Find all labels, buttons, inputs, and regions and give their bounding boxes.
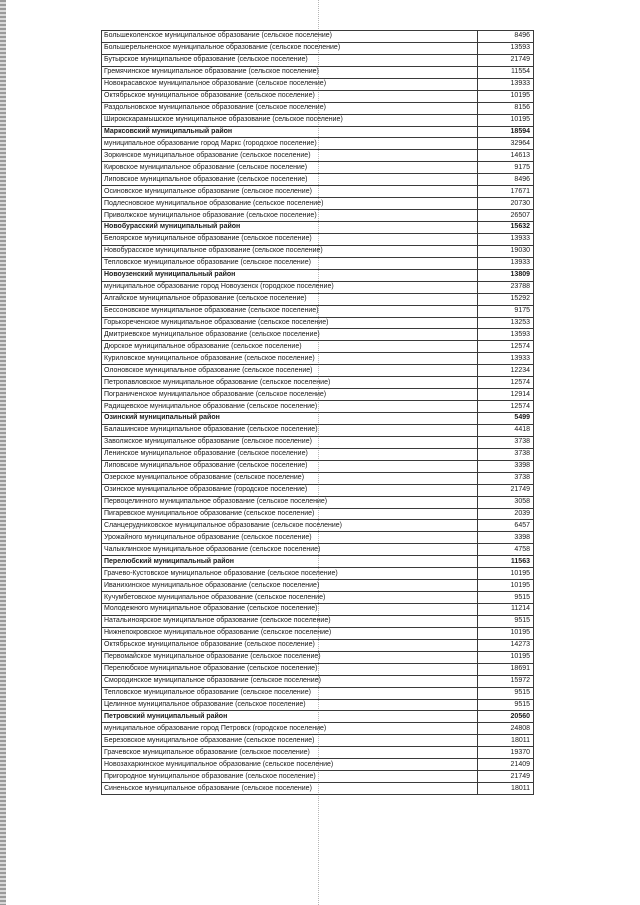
value-cell: 3738 [478, 436, 534, 448]
table-row [102, 592, 534, 604]
table-row [102, 747, 534, 759]
municipality-name-cell: Подлесновское муниципальное образование (сельское поселение) [102, 198, 478, 210]
value-cell: 12574 [478, 341, 534, 353]
table-row [102, 783, 534, 795]
value-cell: 10195 [478, 90, 534, 102]
municipality-name-cell: Урожайного муниципальное образование (сельское поселение) [102, 532, 478, 544]
municipality-name-cell: Зоркинское муниципальное образование (сельское поселение) [102, 150, 478, 162]
municipality-name-cell: Бессоновское муниципальное образование (сельское поселение) [102, 305, 478, 317]
table-row [102, 341, 534, 353]
municipal-registry-table [101, 30, 534, 795]
table-row [102, 687, 534, 699]
table-row [102, 472, 534, 484]
municipality-name-cell: Новозахаркинское муниципальное образование (сельское поселение) [102, 759, 478, 771]
municipality-name-cell: Первоцелинного муниципальное образование (сельское поселение) [102, 496, 478, 508]
value-cell: 8496 [478, 174, 534, 186]
table-row [102, 66, 534, 78]
municipality-name-cell: Бутырское муниципальное образование (сельское поселение) [102, 54, 478, 66]
value-cell: 3398 [478, 532, 534, 544]
municipality-name-cell: Куриловское муниципальное образование (сельское поселение) [102, 353, 478, 365]
table-row [102, 186, 534, 198]
value-cell: 3738 [478, 472, 534, 484]
scan-edge-artifact [0, 0, 6, 905]
district-name-cell: Новобурасский муниципальный район [102, 222, 478, 234]
value-cell: 13593 [478, 329, 534, 341]
municipality-name-cell: Пигаревское муниципальное образование (сельское поселение) [102, 508, 478, 520]
municipality-name-cell: Заволжское муниципальное образование (сельское поселение) [102, 436, 478, 448]
value-cell: 20730 [478, 198, 534, 210]
municipality-name-cell: Петропавловское муниципальное образование (сельское поселение) [102, 377, 478, 389]
district-name-cell: Марксовский муниципальный район [102, 126, 478, 138]
municipality-name-cell: Иванихинское муниципальное образование (сельское поселение) [102, 580, 478, 592]
value-cell: 14273 [478, 639, 534, 651]
district-row [102, 222, 534, 234]
table-row [102, 174, 534, 186]
table-row [102, 138, 534, 150]
municipality-name-cell: Ленинское муниципальное образование (сельское поселение) [102, 448, 478, 460]
municipality-name-cell: Грачево-Кустовское муниципальное образование (сельское поселение) [102, 568, 478, 580]
value-cell: 10195 [478, 651, 534, 663]
municipality-name-cell: Чалыклинское муниципальное образование (сельское поселение) [102, 544, 478, 556]
district-row [102, 556, 534, 568]
district-row [102, 269, 534, 281]
municipality-name-cell: муниципальное образование город Новоузенск (городское поселение) [102, 281, 478, 293]
value-cell: 11554 [478, 66, 534, 78]
value-cell: 3398 [478, 460, 534, 472]
value-cell: 11214 [478, 604, 534, 616]
table-row [102, 723, 534, 735]
table-row [102, 484, 534, 496]
municipality-name-cell: Белоярское муниципальное образование (сельское поселение) [102, 233, 478, 245]
table-row [102, 353, 534, 365]
value-cell: 15292 [478, 293, 534, 305]
value-cell: 12234 [478, 365, 534, 377]
municipality-name-cell: Первомайское муниципальное образование (сельское поселение) [102, 651, 478, 663]
table-row [102, 627, 534, 639]
table-row [102, 508, 534, 520]
table-row [102, 377, 534, 389]
value-cell: 4418 [478, 424, 534, 436]
table-row [102, 90, 534, 102]
municipality-name-cell: Олоновское муниципальное образование (сельское поселение) [102, 365, 478, 377]
value-cell: 10195 [478, 568, 534, 580]
table-row [102, 257, 534, 269]
municipality-name-cell: Октябрьское муниципальное образование (сельское поселение) [102, 90, 478, 102]
municipality-name-cell: муниципальное образование город Маркс (городское поселение) [102, 138, 478, 150]
value-cell: 2039 [478, 508, 534, 520]
table-row [102, 460, 534, 472]
municipality-name-cell: Тепловское муниципальное образование (сельское поселение) [102, 257, 478, 269]
value-cell: 9175 [478, 162, 534, 174]
value-cell: 21749 [478, 484, 534, 496]
value-cell: 19370 [478, 747, 534, 759]
value-cell: 8156 [478, 102, 534, 114]
municipality-name-cell: Раздольновское муниципальное образование (сельское поселение) [102, 102, 478, 114]
municipality-name-cell: Пригородное муниципальное образование (сельское поселение) [102, 771, 478, 783]
municipality-name-cell: Пограниченское муниципальное образование (сельское поселение) [102, 389, 478, 401]
value-cell: 18594 [478, 126, 534, 138]
municipality-name-cell: Большеколенское муниципальное образование (сельское поселение) [102, 31, 478, 43]
value-cell: 9175 [478, 305, 534, 317]
value-cell: 9515 [478, 615, 534, 627]
municipality-name-cell: Тепловское муниципальное образование (сельское поселение) [102, 687, 478, 699]
value-cell: 14613 [478, 150, 534, 162]
value-cell: 3738 [478, 448, 534, 460]
table-row [102, 532, 534, 544]
table-row [102, 436, 534, 448]
municipality-name-cell: Гремячинское муниципальное образование (сельское поселение) [102, 66, 478, 78]
value-cell: 3058 [478, 496, 534, 508]
value-cell: 13933 [478, 78, 534, 90]
table-row [102, 424, 534, 436]
municipality-name-cell: Натальиноярское муниципальное образование (сельское поселение) [102, 615, 478, 627]
municipality-name-cell: Радищевское муниципальное образование (сельское поселение) [102, 401, 478, 413]
value-cell: 13593 [478, 42, 534, 54]
value-cell: 17671 [478, 186, 534, 198]
value-cell: 8496 [478, 31, 534, 43]
value-cell: 13253 [478, 317, 534, 329]
value-cell: 13933 [478, 233, 534, 245]
value-cell: 32964 [478, 138, 534, 150]
table-row [102, 699, 534, 711]
municipality-name-cell: Озерское муниципальное образование (сельское поселение) [102, 472, 478, 484]
district-name-cell: Озинский муниципальный район [102, 413, 478, 425]
table-row [102, 54, 534, 66]
table-row [102, 401, 534, 413]
municipality-name-cell: Приволжское муниципальное образование (сельское поселение) [102, 210, 478, 222]
value-cell: 5499 [478, 413, 534, 425]
municipality-name-cell: Дмитриевское муниципальное образование (сельское поселение) [102, 329, 478, 341]
municipality-name-cell: Молодежного муниципальное образование (сельское поселение) [102, 604, 478, 616]
municipality-name-cell: Смородинское муниципальное образование (сельское поселение) [102, 675, 478, 687]
table-row [102, 735, 534, 747]
value-cell: 9515 [478, 592, 534, 604]
municipality-name-cell: Новобурасское муниципальное образование (сельское поселение) [102, 245, 478, 257]
table-row [102, 293, 534, 305]
value-cell: 24808 [478, 723, 534, 735]
district-row [102, 413, 534, 425]
table-row [102, 42, 534, 54]
table-row [102, 639, 534, 651]
municipality-name-cell: муниципальное образование город Петровск (городское поселение) [102, 723, 478, 735]
table-row [102, 329, 534, 341]
table-row [102, 317, 534, 329]
table-row [102, 544, 534, 556]
table-row [102, 114, 534, 126]
registry-body [102, 31, 534, 795]
table-row [102, 604, 534, 616]
value-cell: 19030 [478, 245, 534, 257]
value-cell: 10195 [478, 627, 534, 639]
table-row [102, 281, 534, 293]
municipality-name-cell: Горькореченское муниципальное образование (сельское поселение) [102, 317, 478, 329]
district-name-cell: Перелюбский муниципальный район [102, 556, 478, 568]
value-cell: 18011 [478, 735, 534, 747]
value-cell: 15972 [478, 675, 534, 687]
municipality-name-cell: Грачевское муниципальное образование (сельское поселение) [102, 747, 478, 759]
value-cell: 4758 [478, 544, 534, 556]
municipality-name-cell: Перелюбское муниципальное образование (сельское поселение) [102, 663, 478, 675]
municipality-name-cell: Большерельненское муниципальное образование (сельское поселение) [102, 42, 478, 54]
value-cell: 11563 [478, 556, 534, 568]
table-row [102, 78, 534, 90]
value-cell: 21409 [478, 759, 534, 771]
municipality-name-cell: Березовское муниципальное образование (сельское поселение) [102, 735, 478, 747]
value-cell: 20560 [478, 711, 534, 723]
municipality-name-cell: Нижнепокровское муниципальное образование (сельское поселение) [102, 627, 478, 639]
table-row [102, 496, 534, 508]
table-row [102, 615, 534, 627]
municipality-name-cell: Кировское муниципальное образование (сельское поселение) [102, 162, 478, 174]
value-cell: 10195 [478, 114, 534, 126]
district-name-cell: Петровский муниципальный район [102, 711, 478, 723]
district-name-cell: Новоузенский муниципальный район [102, 269, 478, 281]
value-cell: 21749 [478, 54, 534, 66]
value-cell: 9515 [478, 687, 534, 699]
table-row [102, 759, 534, 771]
district-row [102, 126, 534, 138]
table-row [102, 233, 534, 245]
value-cell: 12574 [478, 401, 534, 413]
table-row [102, 663, 534, 675]
table-row [102, 771, 534, 783]
municipality-name-cell: Балашинское муниципальное образование (сельское поселение) [102, 424, 478, 436]
table-row [102, 102, 534, 114]
value-cell: 13809 [478, 269, 534, 281]
municipality-name-cell: Сланцерудниковское муниципальное образование (сельское поселение) [102, 520, 478, 532]
municipality-name-cell: Липовское муниципальное образование (сельское поселение) [102, 460, 478, 472]
table-row [102, 31, 534, 43]
table-row [102, 520, 534, 532]
value-cell: 13933 [478, 353, 534, 365]
table-row [102, 210, 534, 222]
municipality-name-cell: Октябрьское муниципальное образование (сельское поселение) [102, 639, 478, 651]
table-row [102, 365, 534, 377]
table-row [102, 198, 534, 210]
value-cell: 9515 [478, 699, 534, 711]
table-row [102, 675, 534, 687]
value-cell: 6457 [478, 520, 534, 532]
municipality-name-cell: Алгайское муниципальное образование (сельское поселение) [102, 293, 478, 305]
value-cell: 23788 [478, 281, 534, 293]
table-row [102, 162, 534, 174]
municipality-name-cell: Дюрское муниципальное образование (сельское поселение) [102, 341, 478, 353]
value-cell: 13933 [478, 257, 534, 269]
table-row [102, 389, 534, 401]
table-row [102, 580, 534, 592]
table-row [102, 150, 534, 162]
value-cell: 15632 [478, 222, 534, 234]
value-cell: 12914 [478, 389, 534, 401]
municipality-name-cell: Осиновское муниципальное образование (сельское поселение) [102, 186, 478, 198]
value-cell: 21749 [478, 771, 534, 783]
table-row [102, 448, 534, 460]
value-cell: 18691 [478, 663, 534, 675]
value-cell: 10195 [478, 580, 534, 592]
value-cell: 26507 [478, 210, 534, 222]
table-row [102, 245, 534, 257]
table-row [102, 568, 534, 580]
value-cell: 12574 [478, 377, 534, 389]
municipality-name-cell: Синеньское муниципальное образование (сельское поселение) [102, 783, 478, 795]
municipality-name-cell: Широкскарамышское муниципальное образование (сельское поселение) [102, 114, 478, 126]
table-row [102, 651, 534, 663]
value-cell: 18011 [478, 783, 534, 795]
municipality-name-cell: Кучумбетовское муниципальное образование (сельское поселение) [102, 592, 478, 604]
municipality-name-cell: Новокрасавское муниципальное образование (сельское поселение) [102, 78, 478, 90]
district-row [102, 711, 534, 723]
municipality-name-cell: Озинское муниципальное образование (городское поселение) [102, 484, 478, 496]
municipality-name-cell: Целинное муниципальное образование (сельское поселение) [102, 699, 478, 711]
table-row [102, 305, 534, 317]
municipality-name-cell: Липовское муниципальное образование (сельское поселение) [102, 174, 478, 186]
